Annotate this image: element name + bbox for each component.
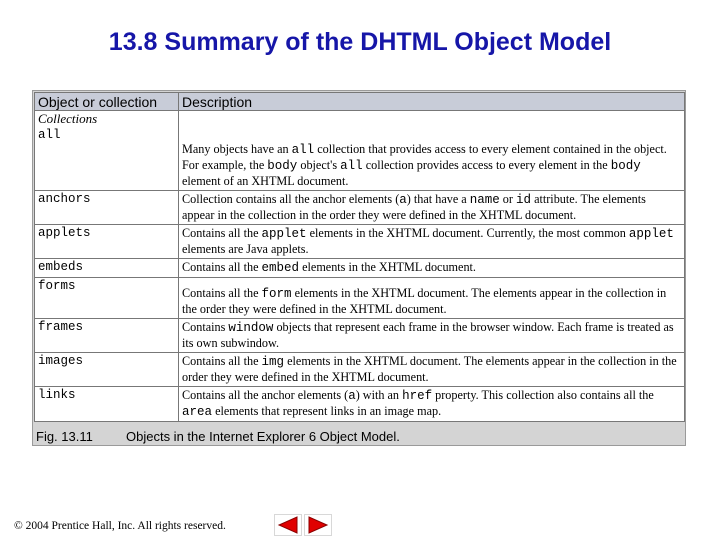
description-cell [179, 127, 685, 191]
code-term: all [291, 143, 315, 157]
code-term: img [261, 355, 285, 369]
code-term: a [348, 389, 356, 403]
description-text: attribute. The elements appear in the collection in the order they were defined in the XHTML document. [182, 192, 646, 222]
description-text: elements in the XHTML document. Currently, the most common [306, 226, 629, 240]
description-text: collection provides access to every element in the [362, 158, 611, 172]
object-model-table [34, 92, 685, 422]
next-slide-button[interactable] [304, 514, 332, 536]
code-term: id [516, 193, 532, 207]
table-row [35, 225, 685, 259]
object-name-cell: forms [35, 278, 179, 319]
description-text: Collection contains all the anchor elements ( [182, 192, 400, 206]
description-text: objects that represent each frame in the browser window. Each frame is treated as its own subwindow. [182, 320, 674, 350]
slide-title: 13.8 Summary of the DHTML Object Model [108, 28, 612, 56]
object-name-cell: links [35, 387, 179, 422]
description-text: Contains all the [182, 260, 262, 274]
object-name-cell: anchors [35, 191, 179, 225]
description-text: elements that represent links in an image map. [212, 404, 442, 418]
table-row [35, 278, 685, 319]
table-row [35, 353, 685, 387]
description-text: elements in the XHTML document. The elements appear in the collection in the order they were defined in the XHTML document. [182, 354, 677, 384]
code-term: body [267, 159, 298, 173]
description-text: element of an XHTML document. [182, 174, 349, 188]
right-arrow-icon [305, 515, 331, 535]
code-term: a [399, 193, 407, 207]
caption-label: Fig. 13.11 [36, 429, 93, 444]
table-row [35, 319, 685, 353]
code-term: body [610, 159, 641, 173]
description-text: elements in the XHTML document. [299, 260, 476, 274]
description-cell [179, 353, 685, 387]
column-header-object: Object or collection [35, 93, 179, 111]
table-row [35, 127, 685, 191]
table-row [35, 259, 685, 278]
object-name-cell: all [35, 127, 179, 191]
description-text: ) that have a [406, 192, 470, 206]
copyright-footer: © 2004 Prentice Hall, Inc. All rights reserved. [14, 520, 226, 532]
description-text: Contains [182, 320, 229, 334]
description-text: elements are Java applets. [182, 242, 309, 256]
table-row [35, 387, 685, 422]
description-cell [179, 387, 685, 422]
object-name-cell: applets [35, 225, 179, 259]
description-cell [179, 259, 685, 278]
object-name-cell: frames [35, 319, 179, 353]
left-arrow-icon [275, 515, 301, 535]
description-text: Contains all the anchor elements ( [182, 388, 349, 402]
figure-table-panel [32, 90, 686, 446]
caption-text: Objects in the Internet Explorer 6 Object Model. [126, 429, 400, 444]
previous-slide-button[interactable] [274, 514, 302, 536]
section-blank-cell [179, 111, 685, 128]
description-text: elements in the XHTML document. The elements appear in the collection in the order they were defined in the XHTML document. [182, 286, 667, 316]
description-text: property. This collection also contains all the [432, 388, 654, 402]
description-cell [179, 278, 685, 319]
description-text: Contains all the [182, 354, 262, 368]
code-term: form [261, 287, 292, 301]
description-text: Contains all the [182, 226, 262, 240]
code-term: window [228, 321, 274, 335]
code-term: embed [261, 261, 300, 275]
description-cell [179, 319, 685, 353]
description-text: Contains all the [182, 286, 262, 300]
description-text: Many objects have an [182, 142, 292, 156]
section-label: Collections [35, 111, 179, 128]
object-name-cell: embeds [35, 259, 179, 278]
code-term: all [340, 159, 363, 173]
object-name-cell: images [35, 353, 179, 387]
code-term: name [469, 193, 500, 207]
table-header-row [35, 93, 685, 111]
code-term: applet [628, 227, 674, 241]
description-cell [179, 191, 685, 225]
section-row [35, 111, 685, 128]
column-header-description: Description [179, 93, 685, 111]
description-text: or [499, 192, 516, 206]
table-row [35, 191, 685, 225]
code-term: area [182, 405, 213, 419]
description-text: collection that provides access to every element contained in the object. For example, the [182, 142, 667, 172]
description-cell [179, 225, 685, 259]
code-term: href [402, 389, 433, 403]
description-text: ) with an [355, 388, 403, 402]
description-text: object's [297, 158, 341, 172]
code-term: applet [261, 227, 307, 241]
